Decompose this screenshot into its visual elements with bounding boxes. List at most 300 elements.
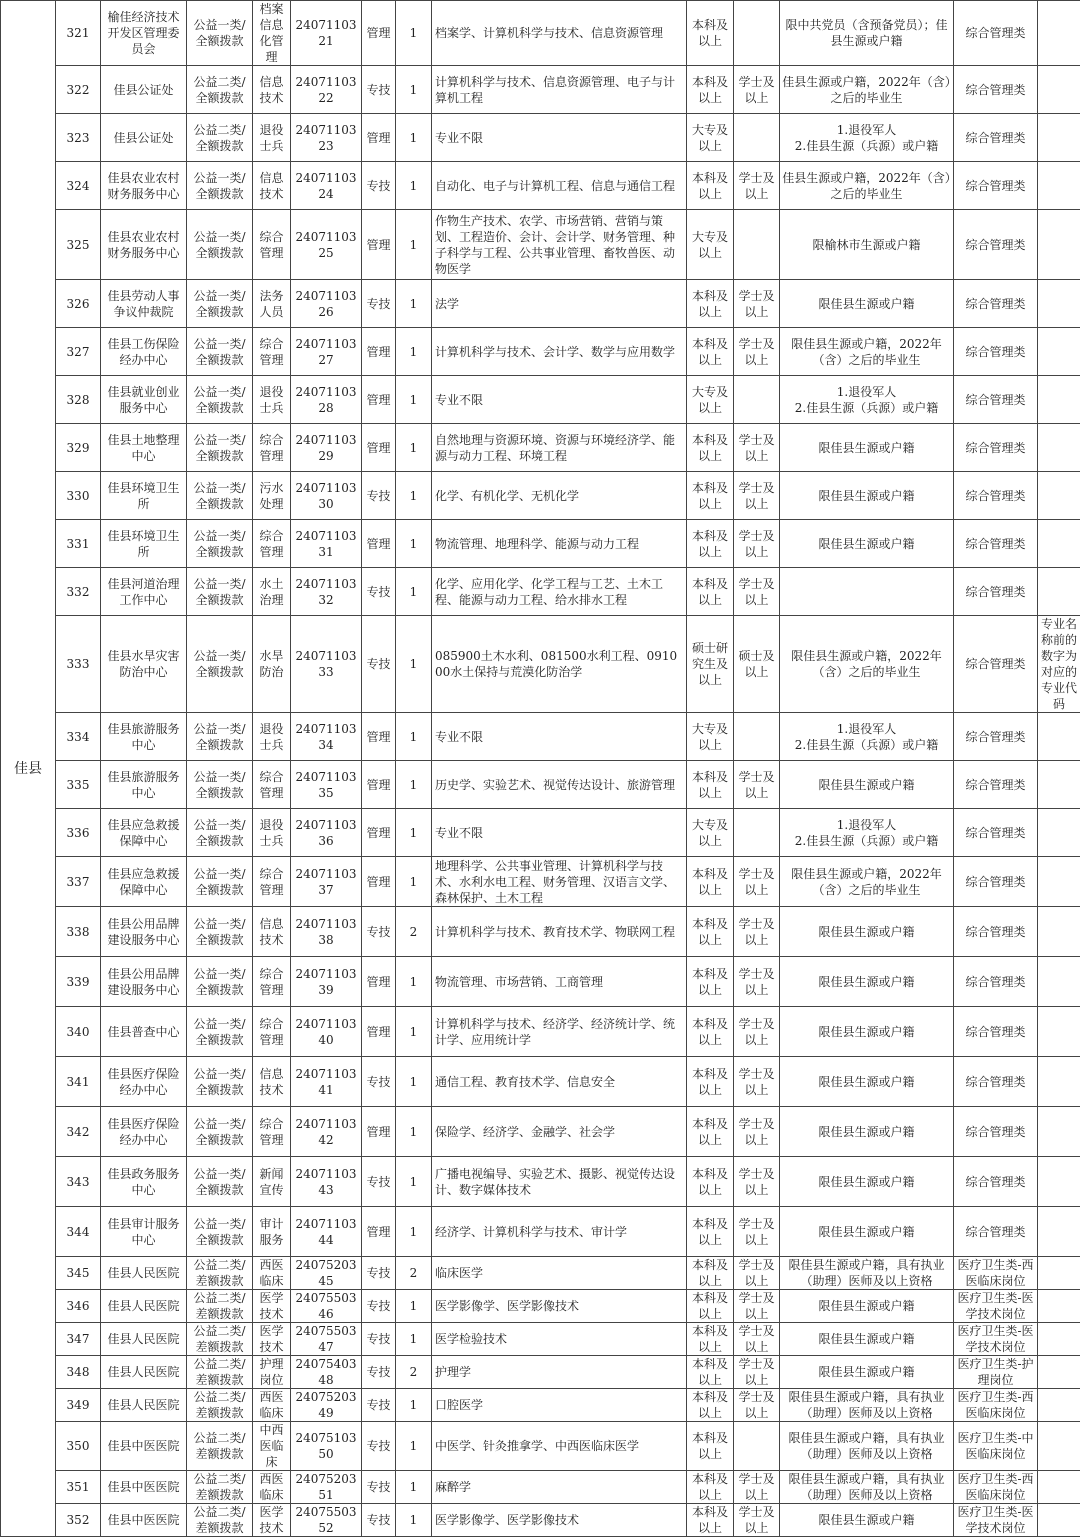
- major-requirement-cell: 化学、应用化学、化学工程与工艺、土木工程、能源与动力工程、给水排水工程: [432, 568, 687, 616]
- post-type-cell: 管理: [362, 1, 396, 66]
- post-name-cell: 新闻宣传: [253, 1157, 291, 1207]
- table-row: [1, 1, 1080, 66]
- remark-cell: [1038, 1323, 1080, 1356]
- recruit-count-cell: 1: [396, 809, 432, 857]
- table-row: [1, 1356, 1080, 1389]
- unit-name-cell: 佳县公用品牌建设服务中心: [101, 907, 187, 957]
- row-number-cell: 329: [56, 424, 101, 472]
- degree-requirement-cell: 学士及以上: [734, 1257, 780, 1290]
- remark-cell: [1038, 1356, 1080, 1389]
- row-number-cell: 338: [56, 907, 101, 957]
- post-name-cell: 信息技术: [253, 66, 291, 114]
- table-row: [1, 1389, 1080, 1422]
- other-requirement-cell: 限佳县生源或户籍: [780, 907, 954, 957]
- education-requirement-cell: 本科及以上: [687, 1471, 734, 1504]
- remark-cell: [1038, 520, 1080, 568]
- table-row: [1, 568, 1080, 616]
- post-code-cell: 2407110331: [291, 520, 362, 568]
- education-requirement-cell: 硕士研究生及以上: [687, 616, 734, 713]
- education-requirement-cell: 本科及以上: [687, 1356, 734, 1389]
- degree-requirement-cell: 学士及以上: [734, 957, 780, 1007]
- education-requirement-cell: 大专及以上: [687, 210, 734, 280]
- degree-requirement-cell: [734, 210, 780, 280]
- post-name-cell: 医学技术: [253, 1323, 291, 1356]
- education-requirement-cell: 大专及以上: [687, 114, 734, 162]
- remark-cell: 专业名称前的数字为对应的专业代码: [1038, 616, 1080, 713]
- table-row: [1, 761, 1080, 809]
- exam-category-cell: 医疗卫生类-西医临床岗位: [954, 1471, 1038, 1504]
- degree-requirement-cell: 学士及以上: [734, 1323, 780, 1356]
- post-name-cell: 综合管理: [253, 328, 291, 376]
- degree-requirement-cell: [734, 1, 780, 66]
- post-type-cell: 专技: [362, 568, 396, 616]
- major-requirement-cell: 自动化、电子与计算机工程、信息与通信工程: [432, 162, 687, 210]
- exam-category-cell: 综合管理类: [954, 328, 1038, 376]
- table-body: [1, 1, 1080, 1537]
- post-code-cell: 2407110333: [291, 616, 362, 713]
- other-requirement-cell: 限佳县生源或户籍，具有执业（助理）医师及以上资格: [780, 1471, 954, 1504]
- table-row: [1, 1504, 1080, 1537]
- remark-cell: [1038, 1207, 1080, 1257]
- recruit-count-cell: 1: [396, 1, 432, 66]
- major-requirement-cell: 临床医学: [432, 1257, 687, 1290]
- remark-cell: [1038, 907, 1080, 957]
- exam-category-cell: 医疗卫生类-医学技术岗位: [954, 1290, 1038, 1323]
- other-requirement-cell: 限佳县生源或户籍，2022年（含）之后的毕业生: [780, 328, 954, 376]
- unit-name-cell: 佳县应急救援保障中心: [101, 809, 187, 857]
- degree-requirement-cell: 学士及以上: [734, 1504, 780, 1537]
- unit-name-cell: 佳县人民医院: [101, 1257, 187, 1290]
- unit-name-cell: 佳县审计服务中心: [101, 1207, 187, 1257]
- post-name-cell: 综合管理: [253, 957, 291, 1007]
- unit-nature-cell: 公益二类/差额拨款: [187, 1471, 253, 1504]
- major-requirement-cell: 医学影像学、医学影像技术: [432, 1504, 687, 1537]
- table-row: [1, 328, 1080, 376]
- other-requirement-cell: 限佳县生源或户籍: [780, 1290, 954, 1323]
- row-number-cell: 347: [56, 1323, 101, 1356]
- post-name-cell: 水土治理: [253, 568, 291, 616]
- degree-requirement-cell: 学士及以上: [734, 520, 780, 568]
- row-number-cell: 328: [56, 376, 101, 424]
- recruit-count-cell: 2: [396, 1356, 432, 1389]
- education-requirement-cell: 大专及以上: [687, 713, 734, 761]
- other-requirement-cell: 限佳县生源或户籍: [780, 424, 954, 472]
- unit-nature-cell: 公益二类/差额拨款: [187, 1323, 253, 1356]
- major-requirement-cell: 计算机科学与技术、教育技术学、物联网工程: [432, 907, 687, 957]
- post-type-cell: 管理: [362, 424, 396, 472]
- row-number-cell: 342: [56, 1107, 101, 1157]
- post-code-cell: 2407110323: [291, 114, 362, 162]
- post-name-cell: 综合管理: [253, 210, 291, 280]
- degree-requirement-cell: 学士及以上: [734, 1290, 780, 1323]
- post-code-cell: 2407550346: [291, 1290, 362, 1323]
- remark-cell: [1038, 761, 1080, 809]
- recruit-count-cell: 1: [396, 210, 432, 280]
- row-number-cell: 334: [56, 713, 101, 761]
- unit-name-cell: 佳县旅游服务中心: [101, 713, 187, 761]
- post-name-cell: 综合管理: [253, 1007, 291, 1057]
- post-code-cell: 2407110324: [291, 162, 362, 210]
- county-cell: 佳县: [1, 1, 56, 1537]
- unit-nature-cell: 公益二类/差额拨款: [187, 1389, 253, 1422]
- row-number-cell: 324: [56, 162, 101, 210]
- remark-cell: [1038, 1471, 1080, 1504]
- exam-category-cell: 综合管理类: [954, 376, 1038, 424]
- degree-requirement-cell: 学士及以上: [734, 1057, 780, 1107]
- post-type-cell: 专技: [362, 1504, 396, 1537]
- major-requirement-cell: 麻醉学: [432, 1471, 687, 1504]
- remark-cell: [1038, 210, 1080, 280]
- unit-nature-cell: 公益一类/全额拨款: [187, 761, 253, 809]
- post-code-cell: 2407110342: [291, 1107, 362, 1157]
- recruit-count-cell: 1: [396, 162, 432, 210]
- exam-category-cell: 医疗卫生类-西医临床岗位: [954, 1389, 1038, 1422]
- table-row: [1, 520, 1080, 568]
- education-requirement-cell: 本科及以上: [687, 1290, 734, 1323]
- recruit-count-cell: 1: [396, 1389, 432, 1422]
- education-requirement-cell: 本科及以上: [687, 520, 734, 568]
- row-number-cell: 325: [56, 210, 101, 280]
- other-requirement-cell: 限佳县生源或户籍，2022年（含）之后的毕业生: [780, 616, 954, 713]
- post-type-cell: 专技: [362, 280, 396, 328]
- exam-category-cell: 综合管理类: [954, 1007, 1038, 1057]
- unit-nature-cell: 公益一类/全额拨款: [187, 376, 253, 424]
- post-code-cell: 2407550352: [291, 1504, 362, 1537]
- unit-name-cell: 佳县人民医院: [101, 1356, 187, 1389]
- exam-category-cell: 医疗卫生类-护理岗位: [954, 1356, 1038, 1389]
- post-code-cell: 2407520349: [291, 1389, 362, 1422]
- recruit-count-cell: 1: [396, 957, 432, 1007]
- degree-requirement-cell: 学士及以上: [734, 472, 780, 520]
- other-requirement-cell: 1.退役军人 2.佳县生源（兵源）或户籍: [780, 376, 954, 424]
- unit-name-cell: 佳县人民医院: [101, 1389, 187, 1422]
- post-type-cell: 管理: [362, 1107, 396, 1157]
- post-type-cell: 管理: [362, 1207, 396, 1257]
- post-type-cell: 专技: [362, 162, 396, 210]
- remark-cell: [1038, 424, 1080, 472]
- post-type-cell: 管理: [362, 520, 396, 568]
- unit-name-cell: 佳县公证处: [101, 66, 187, 114]
- recruit-count-cell: 1: [396, 66, 432, 114]
- table-row: [1, 1007, 1080, 1057]
- degree-requirement-cell: 学士及以上: [734, 328, 780, 376]
- remark-cell: [1038, 328, 1080, 376]
- table-row: [1, 957, 1080, 1007]
- other-requirement-cell: 1.退役军人 2.佳县生源（兵源）或户籍: [780, 713, 954, 761]
- post-type-cell: 专技: [362, 1057, 396, 1107]
- major-requirement-cell: 保险学、经济学、金融学、社会学: [432, 1107, 687, 1157]
- unit-nature-cell: 公益二类/差额拨款: [187, 1504, 253, 1537]
- unit-nature-cell: 公益一类/全额拨款: [187, 1057, 253, 1107]
- major-requirement-cell: 专业不限: [432, 114, 687, 162]
- post-name-cell: 退役士兵: [253, 713, 291, 761]
- other-requirement-cell: 限佳县生源或户籍: [780, 1356, 954, 1389]
- major-requirement-cell: 化学、有机化学、无机化学: [432, 472, 687, 520]
- recruit-count-cell: 1: [396, 1290, 432, 1323]
- recruit-count-cell: 1: [396, 1422, 432, 1471]
- other-requirement-cell: 佳县生源或户籍，2022年（含）之后的毕业生: [780, 162, 954, 210]
- post-code-cell: 2407110343: [291, 1157, 362, 1207]
- other-requirement-cell: 限佳县生源或户籍，具有执业（助理）医师及以上资格: [780, 1257, 954, 1290]
- education-requirement-cell: 本科及以上: [687, 857, 734, 907]
- education-requirement-cell: 本科及以上: [687, 1007, 734, 1057]
- unit-nature-cell: 公益一类/全额拨款: [187, 1107, 253, 1157]
- major-requirement-cell: 专业不限: [432, 713, 687, 761]
- recruit-count-cell: 1: [396, 1504, 432, 1537]
- post-type-cell: 专技: [362, 1356, 396, 1389]
- other-requirement-cell: 限佳县生源或户籍: [780, 520, 954, 568]
- post-type-cell: 管理: [362, 857, 396, 907]
- other-requirement-cell: 限中共党员（含预备党员）；佳县生源或户籍: [780, 1, 954, 66]
- unit-name-cell: 佳县旅游服务中心: [101, 761, 187, 809]
- post-code-cell: 2407510350: [291, 1422, 362, 1471]
- education-requirement-cell: 本科及以上: [687, 1207, 734, 1257]
- education-requirement-cell: 本科及以上: [687, 1157, 734, 1207]
- unit-nature-cell: 公益一类/全额拨款: [187, 210, 253, 280]
- post-type-cell: 专技: [362, 1471, 396, 1504]
- remark-cell: [1038, 1057, 1080, 1107]
- unit-name-cell: 佳县政务服务中心: [101, 1157, 187, 1207]
- degree-requirement-cell: 学士及以上: [734, 424, 780, 472]
- major-requirement-cell: 口腔医学: [432, 1389, 687, 1422]
- major-requirement-cell: 计算机科学与技术、信息资源管理、电子与计算机工程: [432, 66, 687, 114]
- other-requirement-cell: 限佳县生源或户籍: [780, 472, 954, 520]
- exam-category-cell: 综合管理类: [954, 210, 1038, 280]
- unit-nature-cell: 公益一类/全额拨款: [187, 472, 253, 520]
- unit-name-cell: 佳县工伤保险经办中心: [101, 328, 187, 376]
- row-number-cell: 346: [56, 1290, 101, 1323]
- post-type-cell: 专技: [362, 1290, 396, 1323]
- post-name-cell: 综合管理: [253, 520, 291, 568]
- unit-nature-cell: 公益一类/全额拨款: [187, 280, 253, 328]
- unit-name-cell: 佳县农业农村财务服务中心: [101, 162, 187, 210]
- degree-requirement-cell: [734, 114, 780, 162]
- post-name-cell: 西医临床: [253, 1471, 291, 1504]
- unit-nature-cell: 公益一类/全额拨款: [187, 568, 253, 616]
- recruit-count-cell: 1: [396, 1323, 432, 1356]
- unit-nature-cell: 公益二类/全额拨款: [187, 66, 253, 114]
- table-row: [1, 1422, 1080, 1471]
- remark-cell: [1038, 1157, 1080, 1207]
- education-requirement-cell: 本科及以上: [687, 1257, 734, 1290]
- unit-nature-cell: 公益一类/全额拨款: [187, 809, 253, 857]
- unit-nature-cell: 公益二类/差额拨款: [187, 1356, 253, 1389]
- post-code-cell: 2407110329: [291, 424, 362, 472]
- post-type-cell: 专技: [362, 472, 396, 520]
- post-type-cell: 专技: [362, 1157, 396, 1207]
- exam-category-cell: 医疗卫生类-西医临床岗位: [954, 1257, 1038, 1290]
- table-row: [1, 857, 1080, 907]
- post-code-cell: 2407520345: [291, 1257, 362, 1290]
- remark-cell: [1038, 1290, 1080, 1323]
- education-requirement-cell: 本科及以上: [687, 472, 734, 520]
- unit-nature-cell: 公益一类/全额拨款: [187, 1207, 253, 1257]
- table-row: [1, 1157, 1080, 1207]
- other-requirement-cell: 1.退役军人 2.佳县生源（兵源）或户籍: [780, 809, 954, 857]
- post-code-cell: 2407110337: [291, 857, 362, 907]
- exam-category-cell: 综合管理类: [954, 761, 1038, 809]
- post-name-cell: 水旱防治: [253, 616, 291, 713]
- education-requirement-cell: 本科及以上: [687, 1323, 734, 1356]
- remark-cell: [1038, 280, 1080, 328]
- remark-cell: [1038, 809, 1080, 857]
- exam-category-cell: 综合管理类: [954, 616, 1038, 713]
- degree-requirement-cell: 学士及以上: [734, 1157, 780, 1207]
- exam-category-cell: 综合管理类: [954, 568, 1038, 616]
- education-requirement-cell: 本科及以上: [687, 1389, 734, 1422]
- post-name-cell: 退役士兵: [253, 114, 291, 162]
- table-row: [1, 1471, 1080, 1504]
- row-number-cell: 322: [56, 66, 101, 114]
- post-code-cell: 2407110340: [291, 1007, 362, 1057]
- unit-name-cell: 佳县医疗保险经办中心: [101, 1107, 187, 1157]
- post-code-cell: 2407110336: [291, 809, 362, 857]
- post-code-cell: 2407110332: [291, 568, 362, 616]
- recruit-count-cell: 1: [396, 1157, 432, 1207]
- remark-cell: [1038, 568, 1080, 616]
- degree-requirement-cell: 学士及以上: [734, 1007, 780, 1057]
- exam-category-cell: 综合管理类: [954, 713, 1038, 761]
- unit-name-cell: 佳县应急救援保障中心: [101, 857, 187, 907]
- unit-name-cell: 佳县普查中心: [101, 1007, 187, 1057]
- unit-name-cell: 佳县中医医院: [101, 1422, 187, 1471]
- recruit-count-cell: 1: [396, 376, 432, 424]
- post-type-cell: 管理: [362, 761, 396, 809]
- education-requirement-cell: 本科及以上: [687, 1057, 734, 1107]
- row-number-cell: 335: [56, 761, 101, 809]
- major-requirement-cell: 自然地理与资源环境、资源与环境经济学、能源与动力工程、环境工程: [432, 424, 687, 472]
- education-requirement-cell: 本科及以上: [687, 66, 734, 114]
- row-number-cell: 350: [56, 1422, 101, 1471]
- unit-nature-cell: 公益一类/全额拨款: [187, 857, 253, 907]
- unit-name-cell: 佳县环境卫生所: [101, 520, 187, 568]
- unit-nature-cell: 公益二类/差额拨款: [187, 1290, 253, 1323]
- remark-cell: [1038, 857, 1080, 907]
- major-requirement-cell: 广播电视编导、实验艺术、摄影、视觉传达设计、数字媒体技术: [432, 1157, 687, 1207]
- exam-category-cell: 综合管理类: [954, 280, 1038, 328]
- post-name-cell: 中西医临床: [253, 1422, 291, 1471]
- unit-nature-cell: 公益一类/全额拨款: [187, 520, 253, 568]
- row-number-cell: 339: [56, 957, 101, 1007]
- post-name-cell: 护理岗位: [253, 1356, 291, 1389]
- row-number-cell: 331: [56, 520, 101, 568]
- education-requirement-cell: 本科及以上: [687, 957, 734, 1007]
- post-code-cell: 2407110334: [291, 713, 362, 761]
- other-requirement-cell: 佳县生源或户籍，2022年（含）之后的毕业生: [780, 66, 954, 114]
- exam-category-cell: 综合管理类: [954, 907, 1038, 957]
- post-code-cell: 2407110338: [291, 907, 362, 957]
- post-code-cell: 2407110326: [291, 280, 362, 328]
- post-type-cell: 管理: [362, 114, 396, 162]
- remark-cell: [1038, 1422, 1080, 1471]
- remark-cell: [1038, 1, 1080, 66]
- degree-requirement-cell: 学士及以上: [734, 761, 780, 809]
- unit-name-cell: 佳县土地整理中心: [101, 424, 187, 472]
- degree-requirement-cell: 学士及以上: [734, 1356, 780, 1389]
- major-requirement-cell: 计算机科学与技术、经济学、经济统计学、统计学、应用统计学: [432, 1007, 687, 1057]
- exam-category-cell: 综合管理类: [954, 66, 1038, 114]
- education-requirement-cell: 本科及以上: [687, 1422, 734, 1471]
- other-requirement-cell: [780, 568, 954, 616]
- unit-name-cell: 佳县中医医院: [101, 1471, 187, 1504]
- post-type-cell: 专技: [362, 1389, 396, 1422]
- post-code-cell: 2407110344: [291, 1207, 362, 1257]
- post-type-cell: 管理: [362, 1007, 396, 1057]
- table-row: [1, 210, 1080, 280]
- post-type-cell: 专技: [362, 1257, 396, 1290]
- post-name-cell: 医学技术: [253, 1504, 291, 1537]
- post-name-cell: 档案信息化管理: [253, 1, 291, 66]
- other-requirement-cell: 限佳县生源或户籍: [780, 1057, 954, 1107]
- recruit-count-cell: 1: [396, 472, 432, 520]
- table-row: [1, 162, 1080, 210]
- other-requirement-cell: 限佳县生源或户籍: [780, 280, 954, 328]
- post-name-cell: 综合管理: [253, 857, 291, 907]
- unit-name-cell: 佳县人民医院: [101, 1323, 187, 1356]
- unit-name-cell: 佳县水旱灾害防治中心: [101, 616, 187, 713]
- recruit-count-cell: 1: [396, 114, 432, 162]
- row-number-cell: 340: [56, 1007, 101, 1057]
- unit-name-cell: 佳县就业创业服务中心: [101, 376, 187, 424]
- table-row: [1, 1323, 1080, 1356]
- table-row: [1, 424, 1080, 472]
- row-number-cell: 341: [56, 1057, 101, 1107]
- major-requirement-cell: 专业不限: [432, 809, 687, 857]
- unit-nature-cell: 公益一类/全额拨款: [187, 1007, 253, 1057]
- degree-requirement-cell: [734, 1422, 780, 1471]
- other-requirement-cell: 限佳县生源或户籍，具有执业（助理）医师及以上资格: [780, 1422, 954, 1471]
- table-row: [1, 1290, 1080, 1323]
- remark-cell: [1038, 114, 1080, 162]
- row-number-cell: 321: [56, 1, 101, 66]
- major-requirement-cell: 中医学、针灸推拿学、中西医临床医学: [432, 1422, 687, 1471]
- row-number-cell: 327: [56, 328, 101, 376]
- post-name-cell: 西医临床: [253, 1389, 291, 1422]
- degree-requirement-cell: [734, 809, 780, 857]
- exam-category-cell: 医疗卫生类-医学技术岗位: [954, 1504, 1038, 1537]
- row-number-cell: 344: [56, 1207, 101, 1257]
- recruit-count-cell: 1: [396, 568, 432, 616]
- education-requirement-cell: 本科及以上: [687, 424, 734, 472]
- remark-cell: [1038, 66, 1080, 114]
- post-code-cell: 2407540348: [291, 1356, 362, 1389]
- unit-name-cell: 佳县医疗保险经办中心: [101, 1057, 187, 1107]
- remark-cell: [1038, 957, 1080, 1007]
- exam-category-cell: 综合管理类: [954, 957, 1038, 1007]
- degree-requirement-cell: 学士及以上: [734, 1471, 780, 1504]
- unit-nature-cell: 公益一类/全额拨款: [187, 162, 253, 210]
- post-code-cell: 2407110341: [291, 1057, 362, 1107]
- other-requirement-cell: 限佳县生源或户籍: [780, 761, 954, 809]
- recruit-count-cell: 1: [396, 1471, 432, 1504]
- unit-nature-cell: 公益一类/全额拨款: [187, 616, 253, 713]
- major-requirement-cell: 计算机科学与技术、会计学、数学与应用数学: [432, 328, 687, 376]
- table-row: [1, 66, 1080, 114]
- post-name-cell: 信息技术: [253, 1057, 291, 1107]
- unit-nature-cell: 公益一类/全额拨款: [187, 1, 253, 66]
- post-type-cell: 专技: [362, 1323, 396, 1356]
- education-requirement-cell: 本科及以上: [687, 761, 734, 809]
- recruit-count-cell: 1: [396, 761, 432, 809]
- post-type-cell: 专技: [362, 1422, 396, 1471]
- education-requirement-cell: 本科及以上: [687, 1107, 734, 1157]
- row-number-cell: 336: [56, 809, 101, 857]
- post-code-cell: 2407110335: [291, 761, 362, 809]
- table-row: [1, 114, 1080, 162]
- major-requirement-cell: 法学: [432, 280, 687, 328]
- remark-cell: [1038, 1257, 1080, 1290]
- degree-requirement-cell: 学士及以上: [734, 280, 780, 328]
